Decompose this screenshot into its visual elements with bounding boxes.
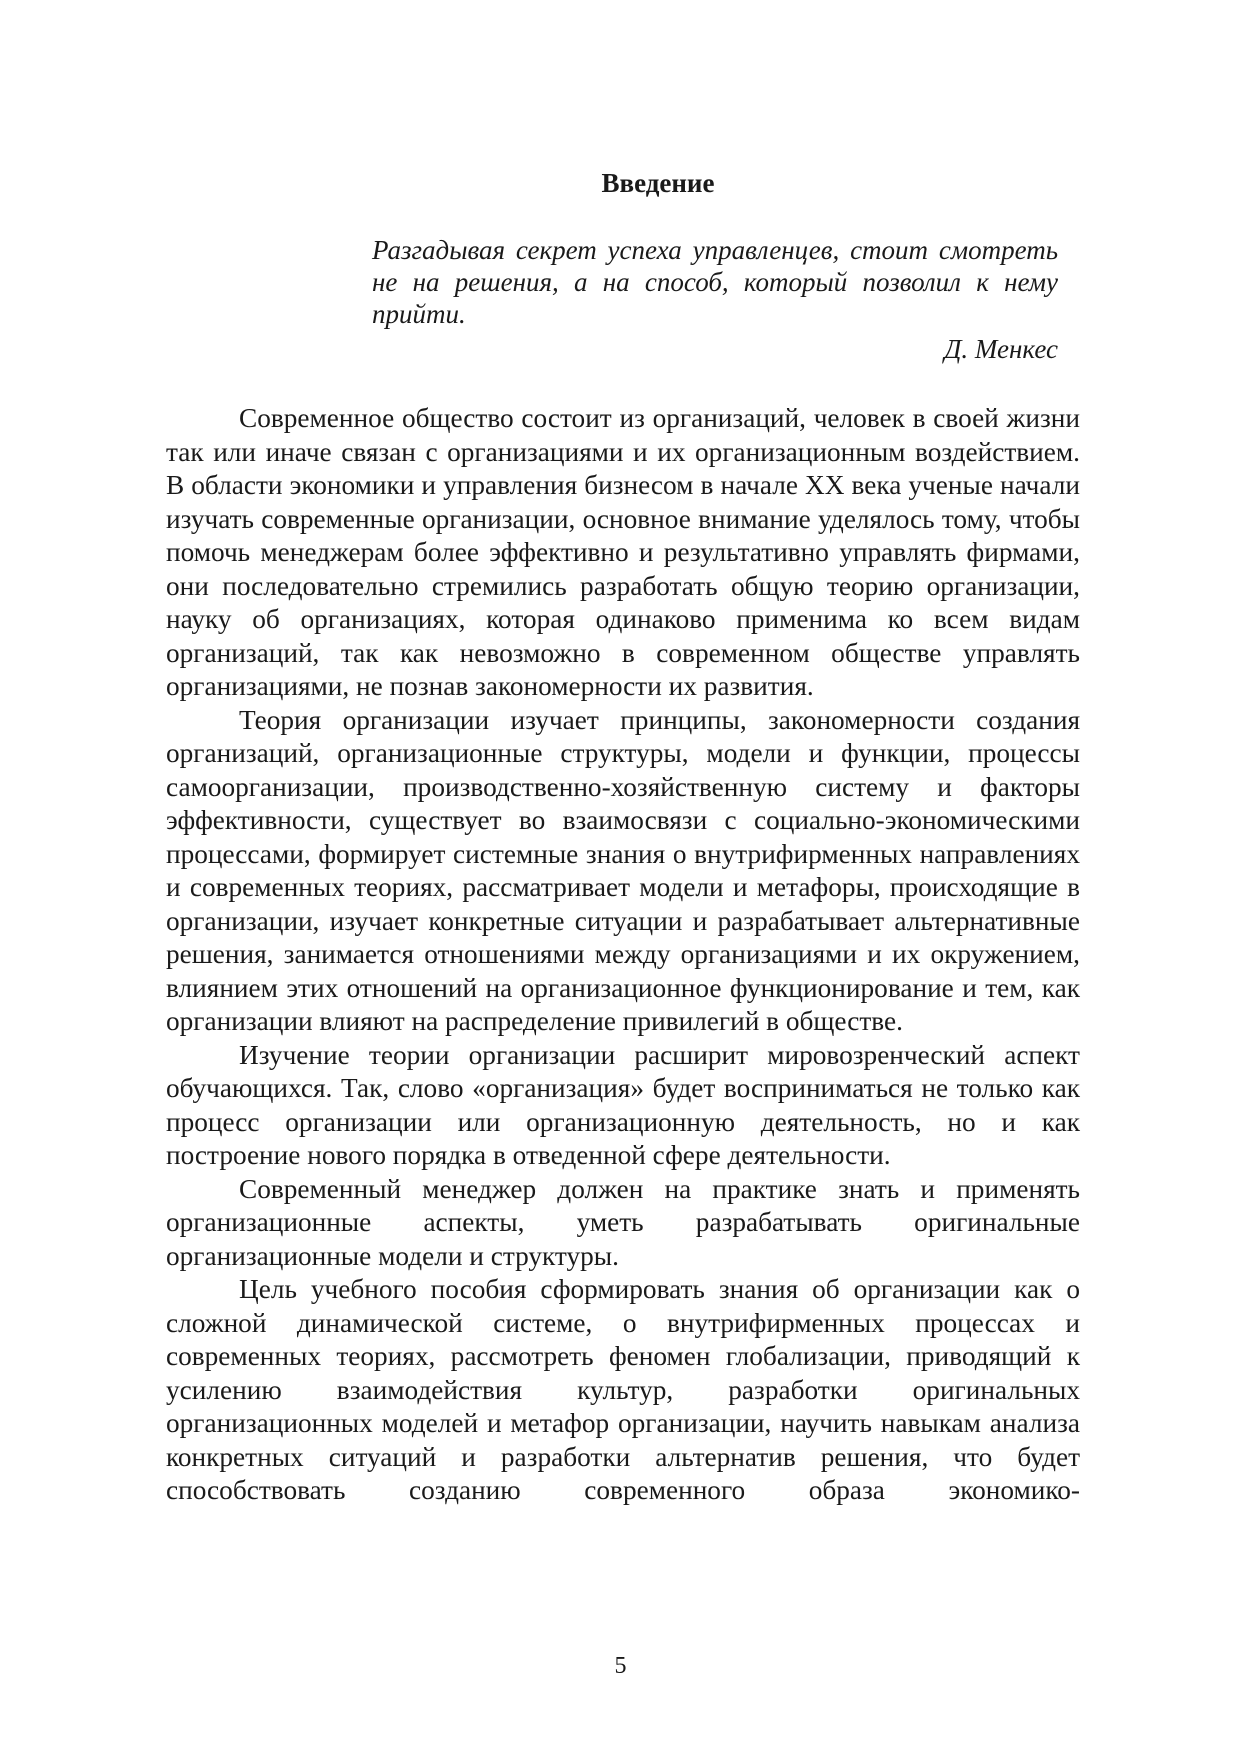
paragraph: Современный менеджер должен на практике знать и применять организационные аспекты, уметь разрабатывать оригинальные организационные модели и структуры. — [166, 1173, 1080, 1271]
epigraph — [372, 234, 1058, 365]
page-number: 5 — [614, 1653, 627, 1679]
paragraph: Теория организации изучает принципы, закономерности создания организаций, организационные структуры, модели и функции, процессы самоорганизации, производственно-хозяйственную систему и факторы эффективности, существует во взаимосвязи с социально-экономическими процессами, формирует системные знания о внутрифирменных направлениях и современных теориях, рассматривает модели и метафоры, происходящие в организации, изучает конкретные ситуации и разрабатывает альтернативные решения, занимается отношениями между организациями и их окружением, влиянием этих отношений на организационное функционирование и тем, как организации влияют на распределение привилегий в обществе. — [166, 704, 1080, 1036]
paragraph: Современное общество состоит из организаций, человек в своей жизни так или иначе связан с организациями и их организационным воздействием. В области экономики и управления бизнесом в начале XX века ученые начали изучать современные организации, основное внимание уделялось тому, чтобы помочь менеджерам более эффективно и результативно управлять фирмами, они последовательно стремились разработать общую теорию организации, науку об организациях, которая одинаково применима ко всем видам организаций, так как невозможно в современном обществе управлять организациями, не познав закономерности их развития. — [166, 403, 1080, 701]
paragraph: Цель учебного пособия сформировать знания об организации как о сложной динамической системе, о внутрифирменных процессах и современных теориях, рассмотреть феномен глобализации, приводящий к усилению взаимодействия культур, разработки оригинальных организационных моделей и метафор организации, научить навыкам анализа конкретных ситуаций и разработки альтернатив решения, что будет способствовать созданию современного образа экономико- — [166, 1274, 1080, 1505]
page-title: Введение — [601, 168, 715, 198]
epigraph-quote: Разгадывая секрет успеха управленцев, стоит смотреть не на решения, а на способ, который позволил к нему прийти. — [372, 235, 1058, 329]
paragraph: Изучение теории организации расширит мировозренческий аспект обучающихся. Так, слово «организация» будет восприниматься не только как процесс организации или организационную деятельность, но и как построение нового порядка в отведенной сфере деятельности. — [166, 1039, 1080, 1170]
epigraph-author: Д. Менкес — [944, 334, 1058, 364]
body-text — [166, 402, 1080, 1508]
